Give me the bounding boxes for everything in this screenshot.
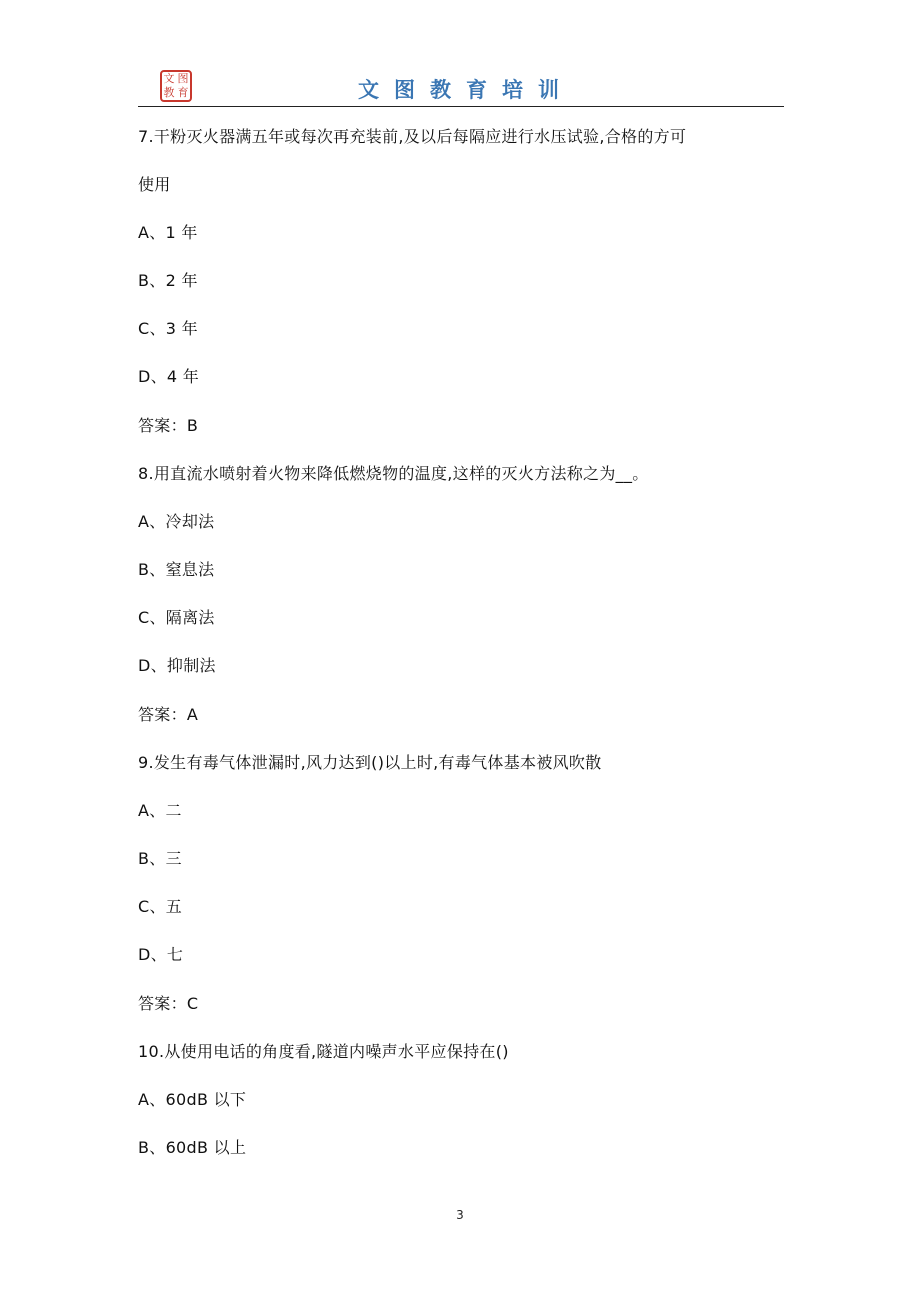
question-8-option-b: B、窒息法: [138, 560, 215, 579]
question-7-stem-line-1: 7.干粉灭火器满五年或每次再充装前,及以后每隔应进行水压试验,合格的方可: [138, 127, 687, 146]
question-10-option-b: B、60dB 以上: [138, 1138, 247, 1157]
question-10-stem-line-1: 10.从使用电话的角度看,隧道内噪声水平应保持在(): [138, 1042, 509, 1061]
question-8-stem-line-1: 8.用直流水喷射着火物来降低燃烧物的温度,这样的灭火方法称之为__。: [138, 464, 649, 483]
page-number: 3: [456, 1208, 464, 1222]
question-10-option-a: A、60dB 以下: [138, 1090, 247, 1109]
header-divider: [138, 106, 784, 107]
seal-char: 图: [177, 72, 189, 85]
question-7-stem-line-2: 使用: [138, 175, 171, 194]
question-9-option-d: D、七: [138, 945, 184, 964]
question-9-answer: 答案：C: [138, 994, 199, 1013]
question-8-option-d: D、抑制法: [138, 656, 216, 675]
seal-char: 文: [163, 72, 175, 85]
question-9-option-a: A、二: [138, 801, 182, 820]
page-header: [138, 66, 784, 108]
question-8-answer: 答案：A: [138, 705, 199, 724]
question-9-option-c: C、五: [138, 897, 183, 916]
question-8-option-c: C、隔离法: [138, 608, 215, 627]
question-7-option-b: B、2 年: [138, 271, 198, 290]
question-7-option-c: C、3 年: [138, 319, 198, 338]
seal-char: 教: [163, 86, 175, 99]
header-title: 文图教育培训: [358, 77, 574, 102]
seal-char: 育: [177, 86, 189, 99]
question-8-option-a: A、冷却法: [138, 512, 215, 531]
question-7-answer: 答案：B: [138, 416, 199, 435]
question-9-stem-line-1: 9.发生有毒气体泄漏时,风力达到()以上时,有毒气体基本被风吹散: [138, 753, 602, 772]
question-7-option-d: D、4 年: [138, 367, 200, 386]
question-7-option-a: A、1 年: [138, 223, 198, 242]
question-9-option-b: B、三: [138, 849, 182, 868]
logo-seal: [160, 70, 192, 102]
